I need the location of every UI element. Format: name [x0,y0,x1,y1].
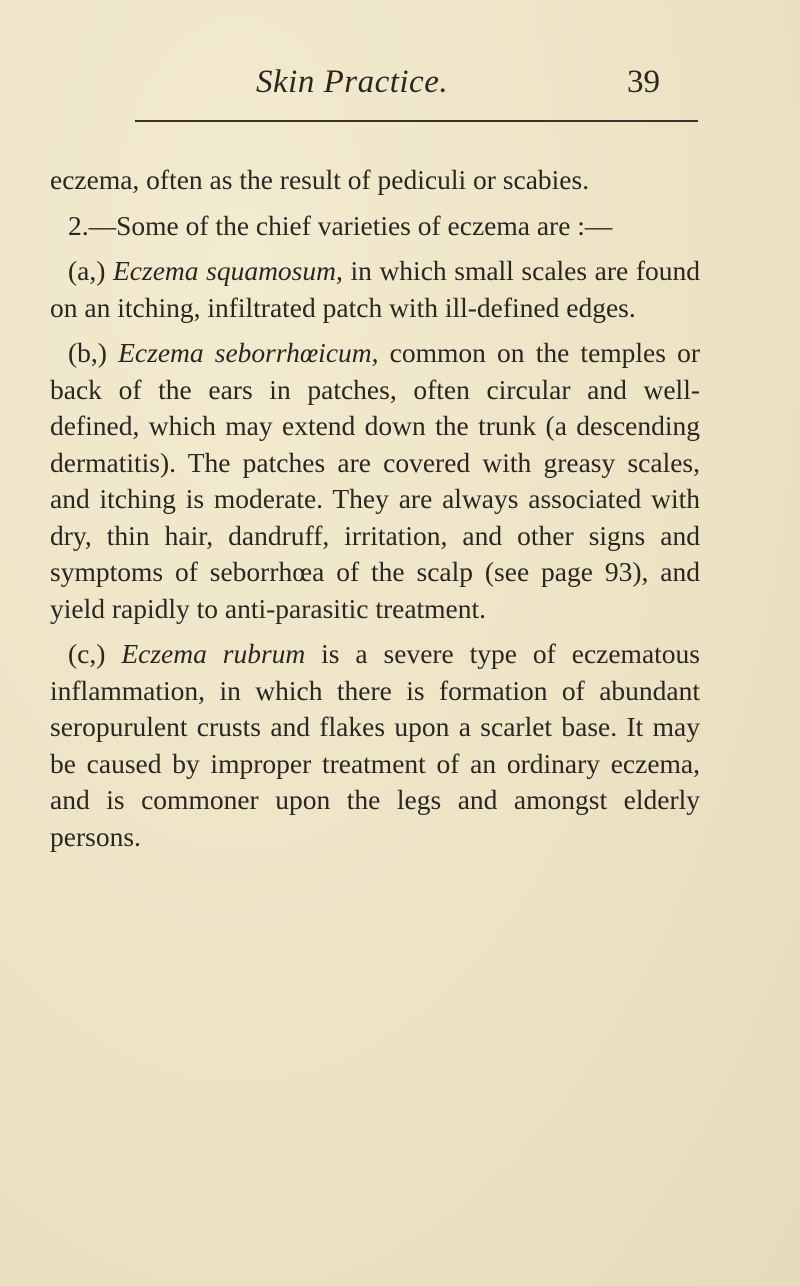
header-rule [135,120,698,122]
paragraph-varieties-intro [50,208,700,245]
paragraph-text: in which small scales are found on an itching, infiltrated patch with ill-defined edges. [50,255,700,323]
paragraph-text: eczema, often as the result of pediculi or scabies. [50,164,590,195]
list-marker: (a,) [68,255,106,286]
running-head [0,64,800,104]
list-marker: (c,) [68,638,106,669]
variety-term: Eczema rubrum [121,638,306,669]
paragraph-continuation [50,162,700,199]
list-marker: (b,) [68,337,107,368]
paragraph-eczema-seborrhoeicum [50,335,700,627]
running-title: Skin Practice. [256,64,449,100]
body-text [50,162,700,864]
paragraph-eczema-rubrum [50,636,700,855]
paragraph-text: common on the temples or back of the ears in patches, often circular and well-defined, which may extend down the trunk (a descending dermatitis). The patches are covered with greasy scales, and itching is moderate. They are always associated with dry, thin hair, dandruff, irritation, and other signs and symptoms of seborrhœa of the scalp (see page 93), and yield rapidly to anti-parasitic treatment. [50,337,701,624]
page-number: 39 [627,64,660,100]
variety-term: Eczema seborrhœicum, [118,337,379,368]
paragraph-text: 2.—Some of the chief varieties of eczema are :— [68,209,613,241]
paragraph-eczema-squamosum [50,253,700,326]
variety-term: Eczema squamosum, [113,255,343,286]
paragraph-text: is a severe type of eczematous inflammation, in which there is formation of abundant seropurulent crusts and flakes upon a scarlet base. It may be caused by improper treatment of an ordinary eczema, and is commoner upon the legs and amongst elderly persons. [50,638,700,852]
